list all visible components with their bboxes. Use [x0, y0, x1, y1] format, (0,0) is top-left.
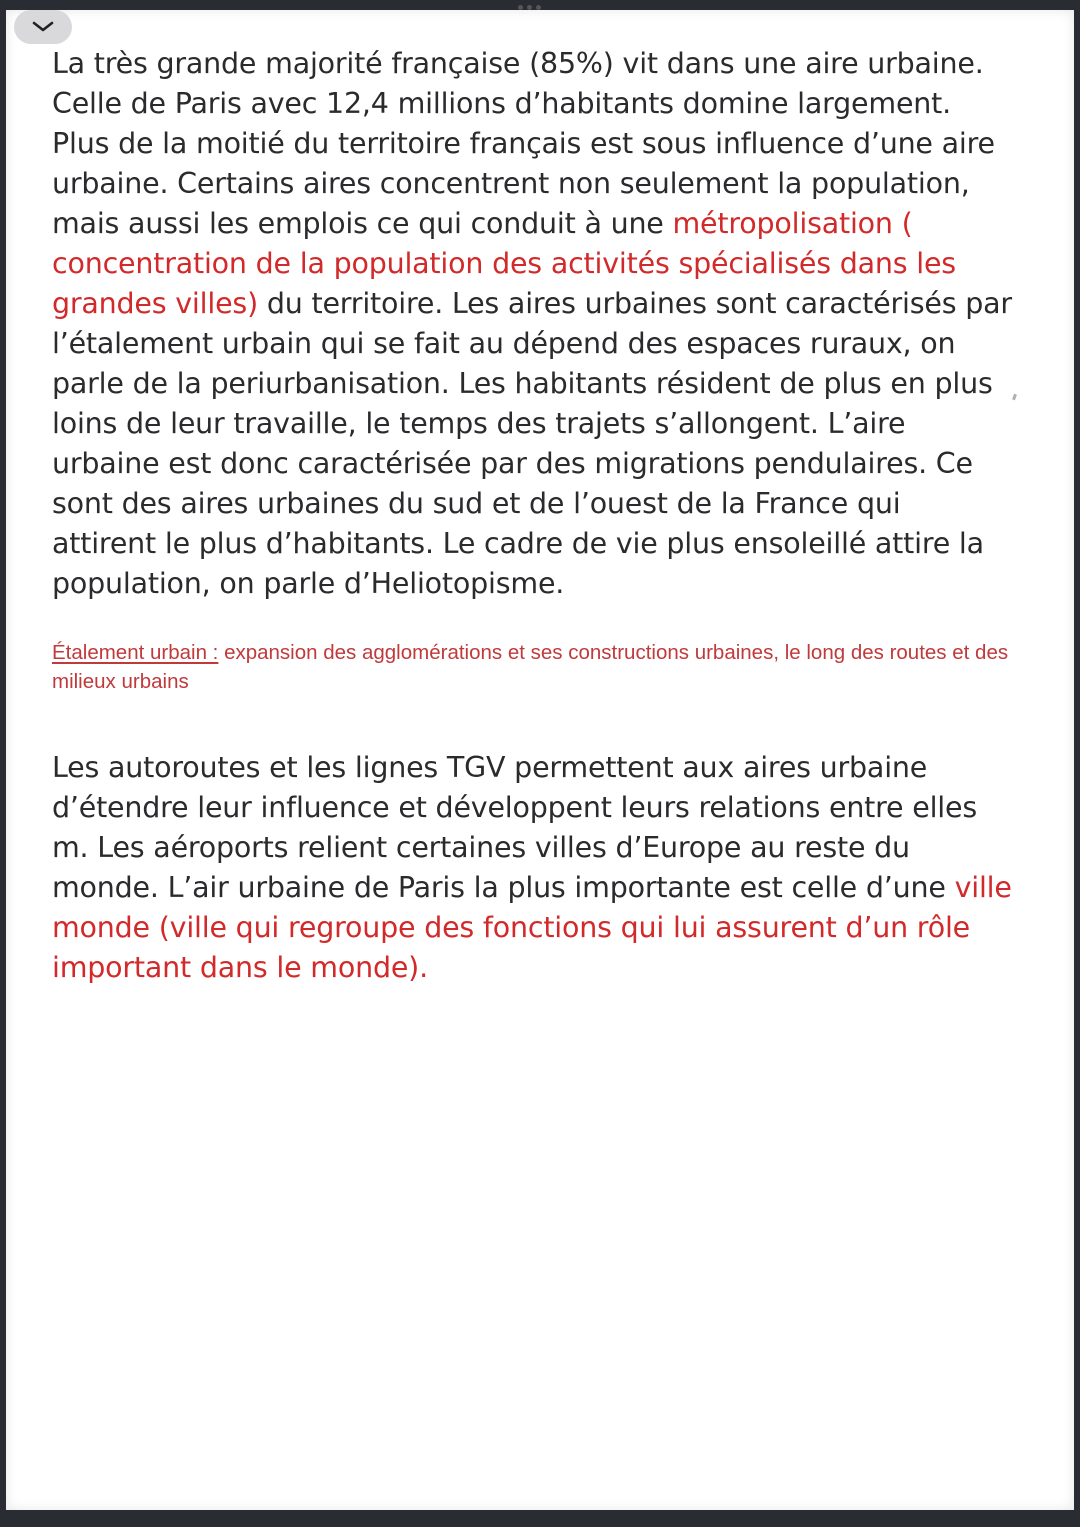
bottom-dark-strip: [0, 1510, 1080, 1527]
paragraph2-intro: Les autoroutes et les lignes TGV permettent aux aires urbaine d’étendre leur influence et développent leurs relations entre elles m. Les aéroports relient certaines villes d’Europe au reste du monde. L’air urbaine de Paris la plus importante est celle d’une: [52, 751, 977, 904]
definition-text: expansion des agglomérations et ses constructions urbaines, le long des routes et des milieux urbains: [52, 641, 1009, 693]
paragraph-metropolisation: [52, 44, 1012, 604]
paragraph1-rest: du territoire. Les aires urbaines sont caractérisés par l’étalement urbain qui se fait au dépend des espaces ruraux, on parle de la periurbanisation. Les habitants résident de plus en plus loins de leur travaille, le temps des trajets s’allongent. L’aire urbaine est donc caractérisée par des migrations pendulaires. Ce sont des aires urbaines du sud et de l’ouest de la France qui attirent le plus d’habitants. Le cadre de vie plus ensoleillé attire la population, on parle d’Heliotopisme.: [52, 287, 1012, 600]
document-content: [52, 44, 1012, 988]
definition-term: Étalement urbain :: [52, 641, 219, 664]
definition-etalement-urbain: [52, 638, 1012, 696]
drag-handle-icon: [518, 5, 548, 11]
chevron-down-icon: [31, 20, 55, 34]
paragraph-ville-monde: [52, 748, 1012, 988]
paragraph2-highlight-ville-monde: ville monde (ville qui regroupe des fonctions qui lui assurent d’un rôle important dans le monde).: [52, 871, 1012, 984]
paragraph1-highlight-metropolisation: métropolisation ( concentration de la population des activités spécialisés dans les grandes villes): [52, 207, 956, 320]
back-button[interactable]: [14, 10, 72, 44]
paragraph1-intro: La très grande majorité française (85%) vit dans une aire urbaine. Celle de Paris avec 12,4 millions d’habitants domine largement. Plus de la moitié du territoire français est sous influence d’une aire urbaine. Certains aires concentrent non seulement la population, mais aussi les emplois ce qui conduit à une: [52, 47, 995, 240]
